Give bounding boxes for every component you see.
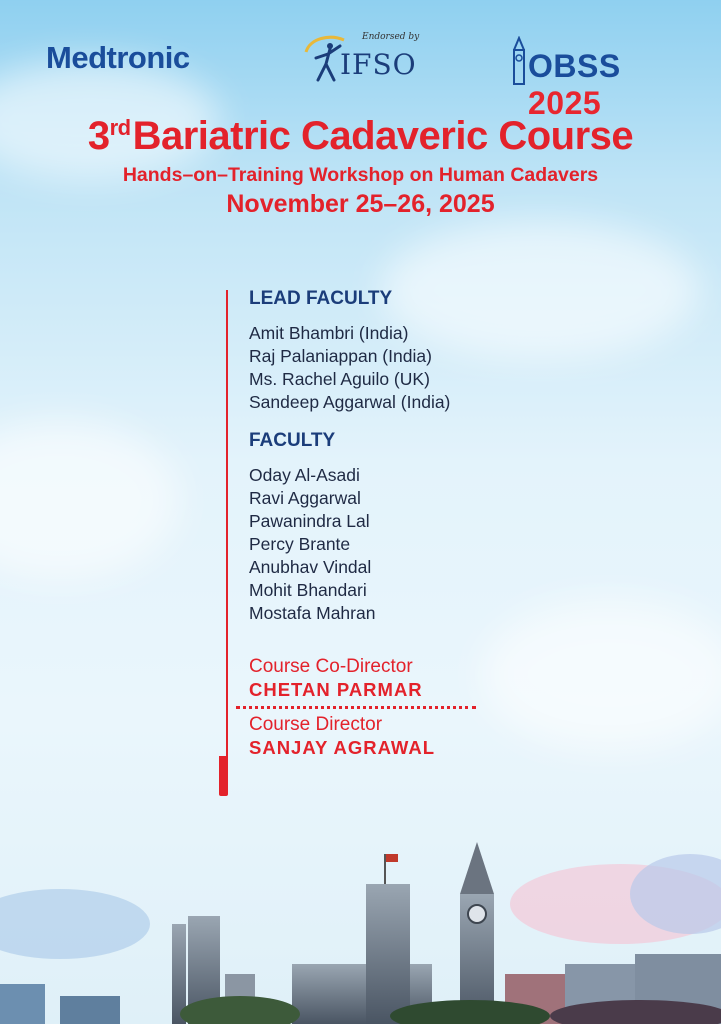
- lead-faculty-name: Sandeep Aggarwal (India): [249, 392, 451, 412]
- director-block: [249, 714, 435, 759]
- lead-faculty-heading: LEAD FACULTY: [249, 288, 393, 309]
- lead-faculty-name: Raj Palaniappan (India): [249, 346, 432, 366]
- cloud-decoration: [0, 420, 180, 580]
- dotted-divider: [236, 706, 476, 709]
- faculty-section: [249, 288, 579, 625]
- medtronic-logo: Medtronic: [46, 40, 190, 75]
- title-ordinal-suffix: rd: [109, 115, 131, 140]
- page-subtitle: Hands–on–Training Workshop on Human Cadavers: [122, 164, 599, 186]
- director-role: Course Director: [249, 714, 383, 735]
- london-skyline-illustration: [0, 834, 721, 1024]
- obss-logo: [500, 36, 680, 121]
- faculty-name: Pawanindra Lal: [249, 511, 370, 531]
- faculty-name: Anubhav Vindal: [249, 557, 372, 577]
- accent-tab: [219, 756, 228, 796]
- title-text: Bariatric Cadaveric Course: [132, 114, 634, 158]
- faculty-name: Oday Al-Asadi: [249, 465, 360, 485]
- obss-wordmark: OBSS: [528, 48, 621, 84]
- title-ordinal: 3: [87, 114, 110, 158]
- faculty-name: Ravi Aggarwal: [249, 488, 361, 508]
- co-director-block: [249, 656, 423, 701]
- obss-year: 2025: [528, 85, 602, 121]
- faculty-heading: FACULTY: [249, 430, 336, 451]
- ifso-endorsed-label: Endorsed by: [362, 32, 420, 42]
- accent-divider: [226, 290, 228, 760]
- co-director-role: Course Co-Director: [249, 656, 413, 677]
- director-name: SANJAY AGRAWAL: [249, 737, 436, 758]
- page-title: [0, 114, 721, 159]
- ifso-logo: [300, 30, 424, 88]
- big-ben-icon: [510, 36, 528, 86]
- co-director-name: CHETAN PARMAR: [249, 679, 423, 700]
- faculty-name: Percy Brante: [249, 534, 351, 554]
- lead-faculty-name: Ms. Rachel Aguilo (UK): [249, 369, 430, 389]
- lead-faculty-name: Amit Bhambri (India): [249, 323, 409, 343]
- faculty-name: Mostafa Mahran: [249, 603, 376, 623]
- event-date: November 25–26, 2025: [226, 190, 495, 218]
- ifso-wordmark: IFSO: [340, 48, 417, 81]
- faculty-name: Mohit Bhandari: [249, 580, 367, 600]
